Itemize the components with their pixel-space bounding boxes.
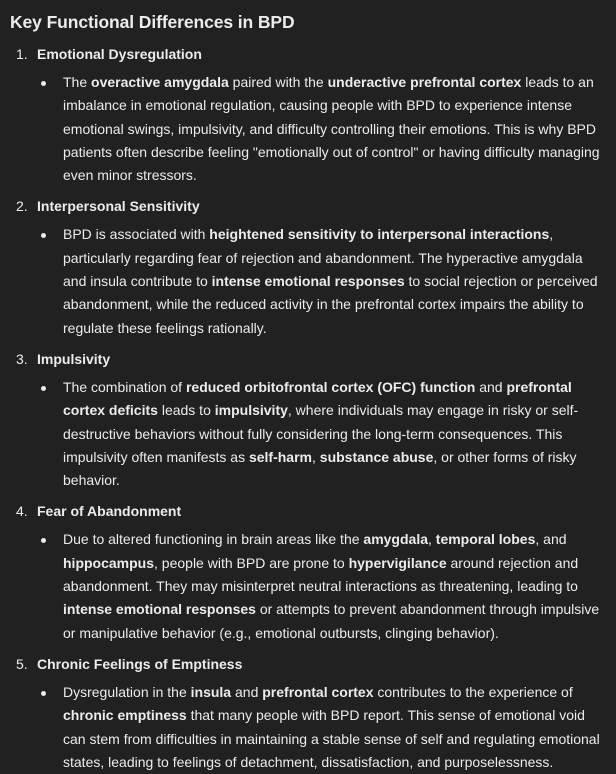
- bold-text-run: substance abuse: [319, 448, 434, 465]
- section-number: 5.: [16, 655, 28, 672]
- bold-text-run: underactive prefrontal cortex: [327, 74, 522, 90]
- bullet-text: [63, 528, 606, 644]
- text-run: ,: [312, 448, 320, 465]
- text-run: , particularly regarding fear of rejection and abandonment. The hyperactive amygdala and insula contribute to: [63, 226, 583, 290]
- text-run: BPD is associated with: [63, 226, 210, 243]
- text-run: The combination of: [63, 378, 186, 395]
- bold-text-run: temporal lobes: [435, 531, 536, 548]
- section-heading: Impulsivity: [37, 350, 111, 367]
- text-run: and: [475, 378, 507, 395]
- text-run: and: [231, 683, 263, 700]
- bullet-text: [63, 71, 606, 187]
- text-run: The: [63, 74, 92, 90]
- bold-text-run: chronic emptiness: [63, 707, 187, 724]
- section-number: 2.: [16, 198, 28, 215]
- bullet-text: [63, 681, 606, 774]
- text-run: to social rejection or perceived abandonment, while the reduced activity in the prefrontal cortex impairs the ability to regulate these feelings rationally.: [63, 273, 598, 336]
- list-item: [10, 652, 606, 774]
- section-number: 1.: [16, 46, 28, 62]
- text-run: leads to an imbalance in emotional regulation, causing people with BPD to experience intense emotional swings, impulsivity, and difficulty controlling their emotions. This is why BPD patients often describe feeling "emotionally out of control" or having difficulty managing even minor stressors.: [63, 74, 600, 184]
- bold-text-run: insula: [190, 683, 232, 700]
- document-title: Key Functional Differences in BPD: [10, 12, 295, 32]
- bold-text-run: intense emotional responses: [211, 273, 405, 290]
- bullet-item: [37, 71, 606, 187]
- bullet-icon: [41, 81, 46, 86]
- bold-text-run: overactive amygdala: [91, 74, 229, 90]
- text-run: contributes to the experience of: [373, 683, 573, 700]
- sections-list: [10, 42, 606, 774]
- text-run: , people with BPD are prone to: [154, 554, 349, 571]
- bold-text-run: impulsivity: [214, 402, 288, 419]
- bold-text-run: self-harm: [248, 448, 312, 465]
- bold-text-run: prefrontal cortex: [262, 683, 374, 700]
- bold-text-run: heightened sensitivity to interpersonal interactions: [209, 226, 550, 243]
- text-run: Due to altered functioning in brain areas like the: [63, 531, 364, 548]
- bullet-item: [37, 223, 606, 339]
- bullet-item: [37, 528, 606, 644]
- list-item: [10, 347, 606, 492]
- text-run: ,: [428, 531, 436, 548]
- section-number: 4.: [16, 503, 28, 520]
- section-heading: Fear of Abandonment: [37, 503, 182, 520]
- bullet-icon: [41, 538, 46, 543]
- bullet-item: [37, 376, 606, 492]
- list-item: [10, 499, 606, 644]
- text-run: leads to: [157, 402, 215, 419]
- list-item: [10, 194, 606, 339]
- bullet-icon: [41, 386, 46, 391]
- text-run: Dysregulation in the: [63, 683, 191, 700]
- bold-text-run: hippocampus: [63, 554, 155, 571]
- section-number: 3.: [16, 350, 28, 367]
- text-run: that many people with BPD report. This sense of emotional void can stem from difficulties in maintaining a stable sense of self and regulating emotional states, leading to feelings of detachment, dissatisfaction, and purposelessness.: [63, 707, 600, 770]
- bullet-text: [63, 376, 606, 492]
- text-run: , where individuals may engage in risky or self-destructive behaviors without fully considering the long-term consequences. This impulsivity often manifests as: [63, 402, 579, 465]
- text-run: , and: [535, 531, 567, 548]
- bullet-text: [63, 223, 606, 339]
- text-run: or attempts to prevent abandonment through impulsive or manipulative behavior (e.g., emotional outbursts, clinging behavior).: [63, 601, 600, 641]
- section-heading: Emotional Dysregulation: [37, 46, 202, 62]
- text-run: , or other forms of risky behavior.: [63, 448, 577, 489]
- bold-text-run: intense emotional responses: [63, 601, 256, 618]
- bullet-icon: [41, 233, 46, 238]
- bold-text-run: amygdala: [363, 531, 428, 548]
- bold-text-run: prefrontal cortex deficits: [63, 378, 572, 419]
- list-item: [10, 42, 606, 187]
- text-run: paired with the: [228, 74, 328, 90]
- bullet-item: [37, 681, 606, 774]
- section-heading: Interpersonal Sensitivity: [37, 198, 200, 215]
- section-heading: Chronic Feelings of Emptiness: [37, 655, 243, 672]
- bold-text-run: reduced orbitofrontal cortex (OFC) function: [185, 378, 476, 395]
- bullet-icon: [41, 691, 46, 696]
- bold-text-run: hypervigilance: [348, 554, 447, 571]
- text-run: around rejection and abandonment. They may misinterpret neutral interactions as threatening, leading to: [63, 554, 579, 595]
